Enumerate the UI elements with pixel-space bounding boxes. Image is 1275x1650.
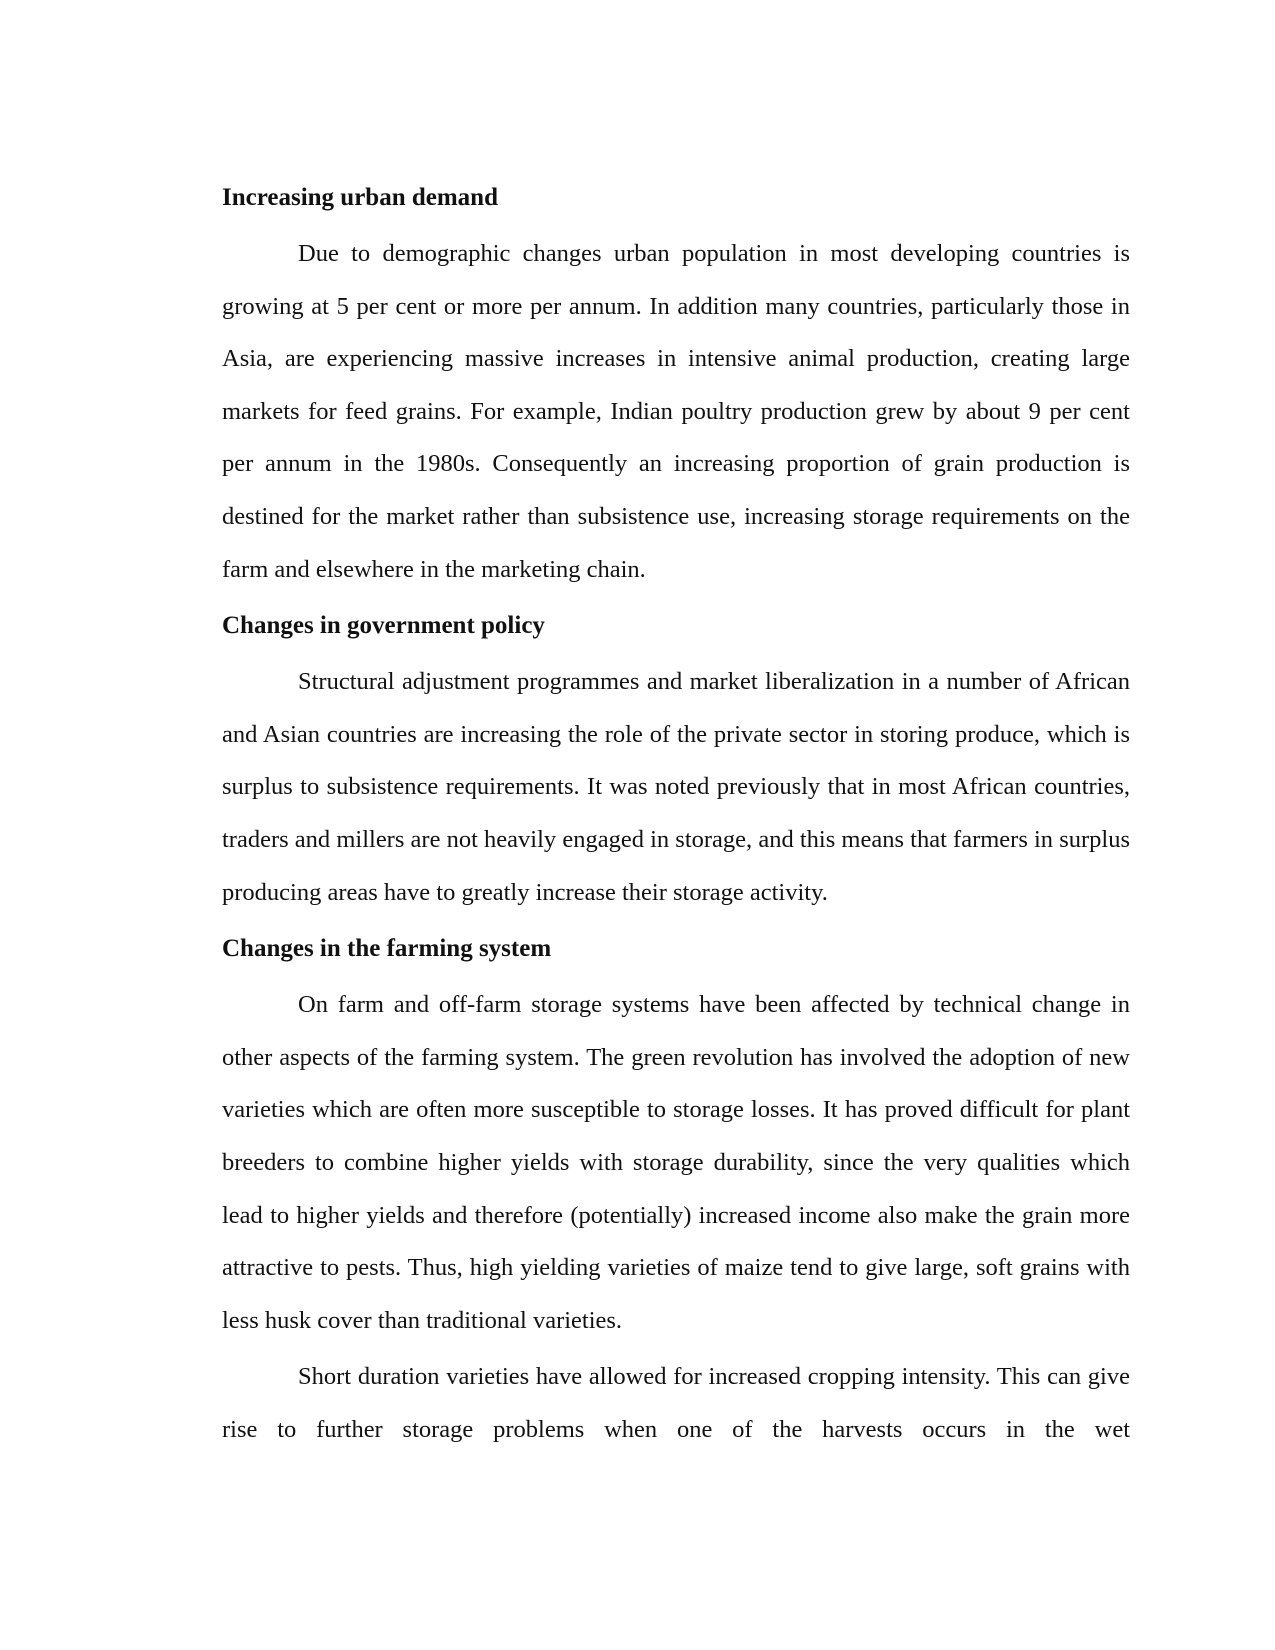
paragraph-farming-system: On farm and off-farm storage systems have been affected by technical change in other aspects of the farming system. The green revolution has involved the adoption of new varieties which are often more susceptible to storage losses. It has proved difficult for plant breeders to combine higher yields with storage durability, since the very qualities which lead to higher yields and therefore (potentially) increased income also make the grain more attractive to pests. Thus, high yielding varieties of maize tend to give large, soft grains with less husk cover than traditional varieties. bbox=[222, 991, 1130, 1334]
section-heading-government-policy: Changes in government policy bbox=[222, 612, 545, 640]
paragraph-short-duration-varieties: Short duration varieties have allowed for increased cropping intensity. This can give rise to further storage problems when one of the harvests occurs in the wet bbox=[222, 1363, 1130, 1443]
section-heading-farming-system: Changes in the farming system bbox=[222, 935, 552, 963]
paragraph-urban-demand: Due to demographic changes urban population in most developing countries is growing at 5 per cent or more per annum. In addition many countries, particularly those in Asia, are experiencing massive increases in intensive animal production, creating large markets for feed grains. For example, Indian poultry production grew by about 9 per cent per annum in the 1980s. Consequently an increasing proportion of grain production is destined for the market rather than subsistence use, increasing storage requirements on the farm and elsewhere in the marketing chain. bbox=[222, 240, 1130, 583]
section-heading-urban-demand: Increasing urban demand bbox=[222, 184, 498, 211]
paragraph-government-policy: Structural adjustment programmes and market liberalization in a number of African and Asian countries are increasing the role of the private sector in storing produce, which is surplus to subsistence requirements. It was noted previously that in most African countries, traders and millers are not heavily engaged in storage, and this means that farmers in surplus producing areas have to greatly increase their storage activity. bbox=[222, 668, 1130, 906]
document-page bbox=[222, 172, 1130, 1460]
